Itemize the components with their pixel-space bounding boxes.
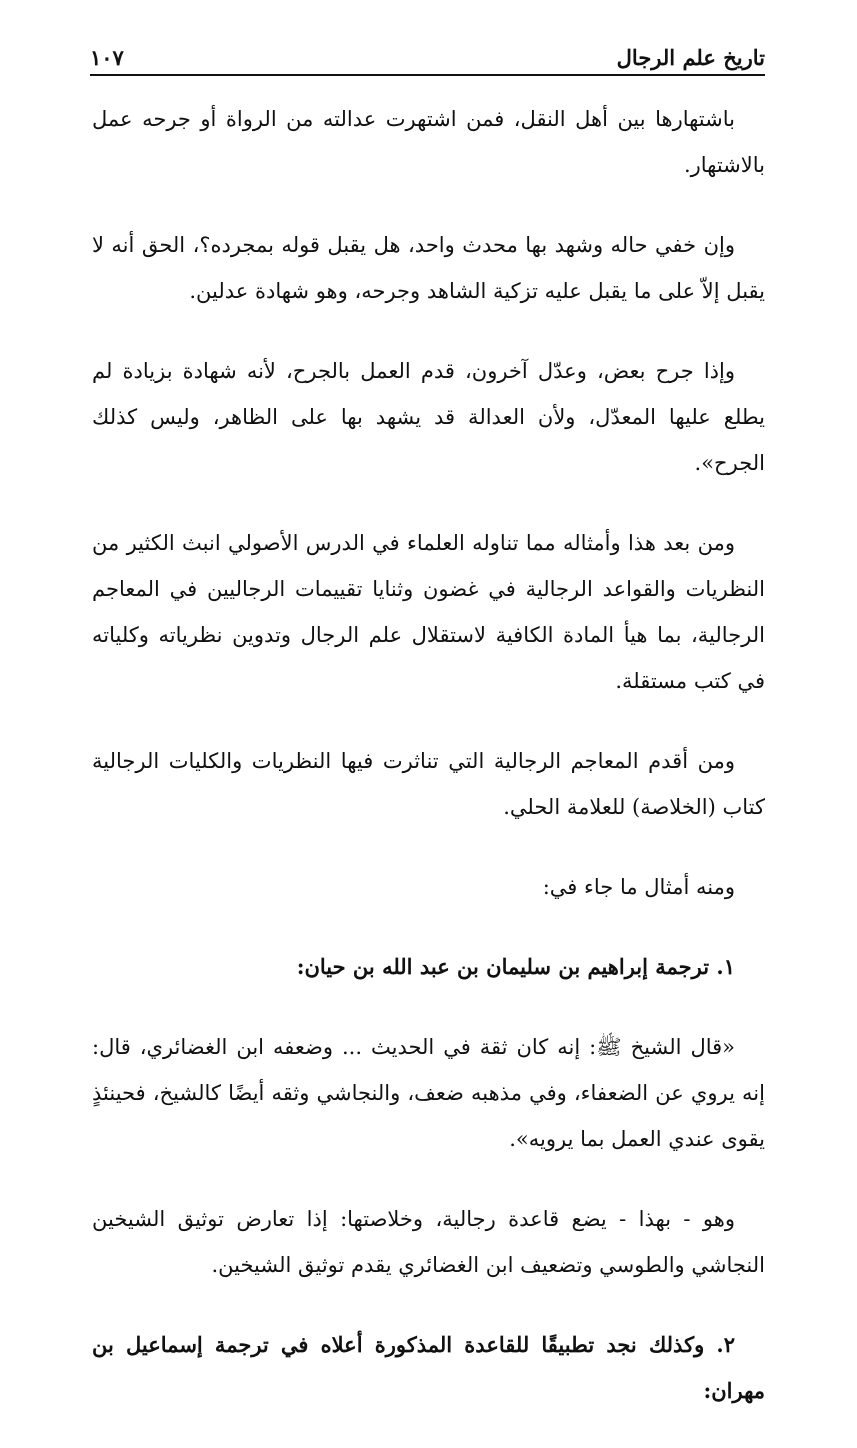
running-title: تاريخ علم الرجال — [616, 45, 765, 70]
paragraph: ومن أقدم المعاجم الرجالية التي تناثرت فيها النظريات والكليات الرجالية كتاب (الخلاصة) للعلامة الحلي. — [92, 749, 765, 819]
page-header — [90, 30, 765, 76]
quotation-paragraph: «قال الشيخ ﷺ: إنه كان ثقة في الحديث ... وضعفه ابن الغضائري، قال: إنه يروي عن الضعفاء، وفي مذهبه ضعف، والنجاشي وثقه أيضًا كالشيخ، فحينئذٍ يقوى عندي العمل بما يرويه». — [92, 1035, 765, 1151]
page-number: ١٠٧ — [90, 45, 124, 70]
section-heading: ٢. وكذلك نجد تطبيقًا للقاعدة المذكورة أعلاه في ترجمة إسماعيل بن مهران: — [92, 1332, 765, 1403]
section-heading: ١. ترجمة إبراهيم بن سليمان بن عبد الله بن حيان: — [296, 954, 735, 979]
paragraph: ومن بعد هذا وأمثاله مما تناوله العلماء في الدرس الأصولي انبث الكثير من النظريات والقواعد الرجالية في غضون وثنايا تقييمات الرجاليين في المعاجم الرجالية، بما هيأ المادة الكافية لاستقلال علم الرجال وتدوين نظرياته وكلياته في كتب مستقلة. — [92, 531, 765, 693]
paragraph: باشتهارها بين أهل النقل، فمن اشتهرت عدالته من الرواة أو جرحه عمل بالاشتهار. — [92, 107, 765, 177]
paragraph: ومنه أمثال ما جاء في: — [542, 875, 735, 899]
page-body — [92, 96, 765, 1448]
paragraph: وإذا جرح بعض، وعدّل آخرون، قدم العمل بالجرح، لأنه شهادة بزيادة لم يطلع عليها المعدّل، ولأن العدالة قد يشهد بها على الظاهر، وليس كذلك الجرح». — [92, 359, 765, 475]
paragraph: وهو - بهذا - يضع قاعدة رجالية، وخلاصتها: إذا تعارض توثيق الشيخين النجاشي والطوسي وتضعيف ابن الغضائري يقدم توثيق الشيخين. — [92, 1207, 765, 1277]
paragraph: وإن خفي حاله وشهد بها محدث واحد، هل يقبل قوله بمجرده؟، الحق أنه لا يقبل إلاّ على ما يقبل عليه تزكية الشاهد وجرحه، وهو شهادة عدلين. — [92, 233, 765, 303]
